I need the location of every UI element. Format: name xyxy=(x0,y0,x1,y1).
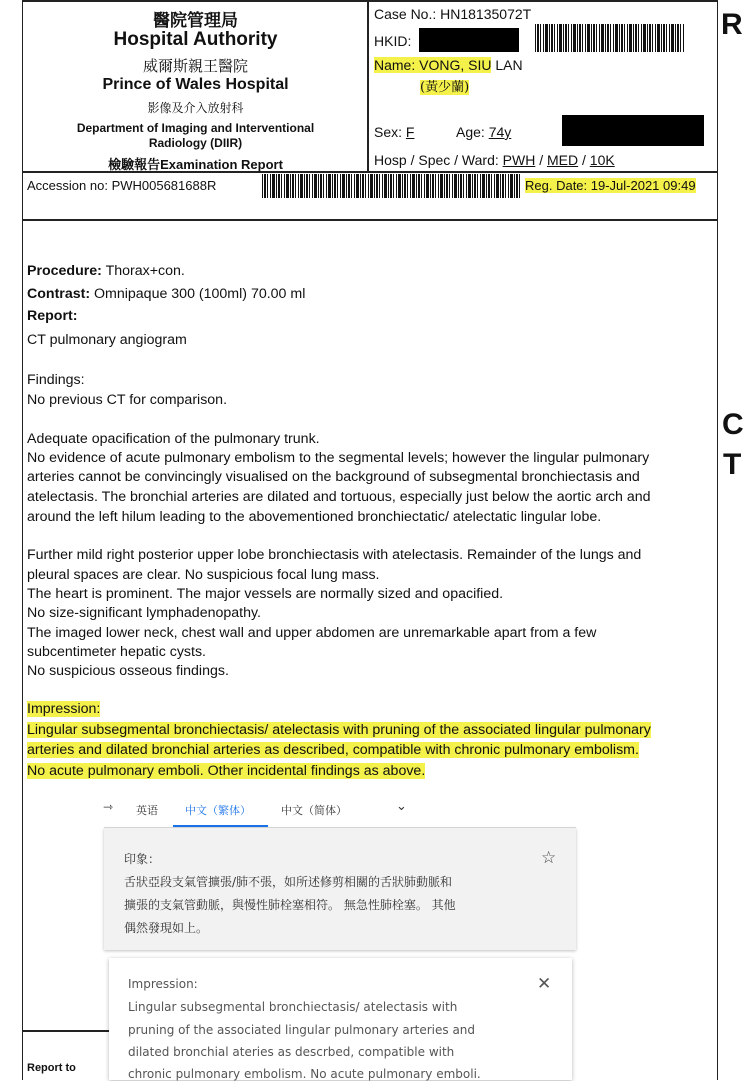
impression-l1-text: Lingular subsegmental bronchiectasis/ atelectasis with pruning of the associated lingular pulmonary xyxy=(27,722,651,738)
report-title xyxy=(24,154,367,173)
dept-english-line2: Radiology (DIIR) xyxy=(148,136,243,150)
footer-border xyxy=(22,1030,112,1032)
age-value: 74y xyxy=(488,124,512,140)
impression-l3-text: No acute pulmonary emboli. Other incidental findings as above. xyxy=(27,763,426,779)
findings-p2-l4: atelectasis. The bronchial arteries are dilated and tortuous, especially just below the aortic arch and xyxy=(27,489,651,505)
hkid-redaction xyxy=(419,28,519,52)
translate-tab-simplified[interactable]: 中文（简体） xyxy=(281,804,347,817)
accession-barcode xyxy=(262,174,520,198)
close-icon[interactable]: ✕ xyxy=(537,974,552,994)
result-line-1: 舌狀亞段支氣管擴張/肺不張，如所述修剪相關的舌狀肺動脈和 xyxy=(124,875,453,889)
contrast-value: Omnipaque 300 (100ml) 70.00 ml xyxy=(90,286,306,302)
sex-label: Sex: xyxy=(374,124,403,140)
id-redaction xyxy=(562,115,704,146)
result-label: 印象： xyxy=(124,852,161,866)
hospital-english: Prince of Wales Hospital xyxy=(102,76,289,93)
impression-label xyxy=(27,700,100,720)
result-line-2: 擴張的支氣管動脈，與慢性肺栓塞相符。 無急性肺栓塞。 其他 xyxy=(124,898,456,912)
name-highlighted xyxy=(374,57,491,73)
report-label: Report: xyxy=(27,308,78,324)
translate-tab-arrow: ⇾ xyxy=(103,800,114,814)
hosp-value: PWH xyxy=(502,152,536,168)
findings-p2-l3: arteries cannot be convincingly visualised on the background of subsegmental bronchiectasis and xyxy=(27,469,640,485)
patient-name xyxy=(374,57,523,73)
findings-p3-l2: pleural spaces are clear. No suspicious focal lung mass. xyxy=(27,567,380,583)
translate-tab-english[interactable]: 英语 xyxy=(136,804,158,817)
org-english: Hospital Authority xyxy=(113,29,278,50)
side-mark-c: C xyxy=(722,408,744,441)
findings-p3-l7: No suspicious osseous findings. xyxy=(27,663,229,679)
translation-source-card xyxy=(109,958,572,1080)
reg-date-text: Reg. Date: 19-Jul-2021 09:49 xyxy=(525,178,696,193)
reg-date xyxy=(525,178,696,193)
side-mark-r: R xyxy=(721,8,743,41)
hospital-chinese: 威爾斯親王醫院 xyxy=(142,57,248,75)
case-value: HN18135072T xyxy=(440,6,532,22)
dept-english-line1: Department of Imaging and Interventional xyxy=(76,121,315,135)
impression-l3 xyxy=(27,762,425,782)
name-label: Name: xyxy=(374,57,416,73)
findings-p1: No previous CT for comparison. xyxy=(27,392,228,408)
top-border xyxy=(22,0,717,2)
sex-value: F xyxy=(405,124,415,140)
spec-value: MED xyxy=(546,152,579,168)
hosp-label: Hosp / Spec / Ward: xyxy=(374,152,499,168)
procedure-label: Procedure: xyxy=(27,263,102,279)
impression-l2 xyxy=(27,741,639,761)
findings-p3-l4: No size-significant lymphadenopathy. xyxy=(27,605,261,621)
dept-chinese: 影像及介入放射科 xyxy=(147,101,244,115)
impression-l2-text: arteries and dilated bronchial arteries as described, compatible with chronic pulmonary embolism. xyxy=(27,742,639,758)
findings-label: Findings: xyxy=(27,372,85,388)
case-barcode xyxy=(535,24,685,52)
accession-value: PWH005681688R xyxy=(111,178,217,193)
name-value-rest: LAN xyxy=(491,57,523,73)
age-label: Age: xyxy=(456,124,485,140)
name-chinese-text: (黃少蘭) xyxy=(420,80,470,95)
findings-p2-l2: No evidence of acute pulmonary embolism to the segmental levels; however the lingular pulmonary xyxy=(27,450,650,466)
contrast-label: Contrast: xyxy=(27,286,91,302)
procedure-value: Thorax+con. xyxy=(101,263,185,279)
case-label: Case No.: xyxy=(374,6,437,22)
study-name: CT pulmonary angiogram xyxy=(27,332,187,348)
hosp-spec-ward: Hosp / Spec / Ward: PWH / MED / 10K xyxy=(374,152,615,168)
case-no xyxy=(374,6,531,22)
footer-report-to: Report to xyxy=(27,1062,76,1074)
report-title-english: Examination Report xyxy=(160,157,283,172)
ward-value: 10K xyxy=(589,152,615,168)
source-line-3: dilated bronchial ateries as descrbed, compatible with xyxy=(128,1045,455,1059)
impression-l1 xyxy=(27,721,651,741)
accession-label: Accession no: xyxy=(27,178,108,193)
star-outline-icon[interactable]: ☆ xyxy=(541,848,557,868)
name-chinese xyxy=(420,76,469,95)
procedure-line xyxy=(27,262,185,282)
findings-p3-l6: subcentimeter hepatic cysts. xyxy=(27,644,206,660)
impression-label-text: Impression: xyxy=(27,701,101,717)
source-line-2: pruning of the associated lingular pulmonary arteries and xyxy=(128,1023,476,1037)
findings-p3-l1: Further mild right posterior upper lobe bronchiectasis with atelectasis. Remainder of the lungs and xyxy=(27,547,642,563)
org-chinese: 醫院管理局 xyxy=(153,11,238,31)
accession-bottom-border xyxy=(22,219,717,221)
findings-p2-l5: around the left hilum leading to the abovementioned bronchiectatic/ atelectatic lingular lobe. xyxy=(27,509,602,525)
age-field xyxy=(456,124,511,140)
findings-p3-l5: The imaged lower neck, chest wall and upper abdomen are unremarkable apart from a few xyxy=(27,625,597,641)
hkid-label: HKID: xyxy=(374,33,412,49)
report-title-chinese: 檢驗報告 xyxy=(108,158,161,173)
findings-p3-l3: The heart is prominent. The major vessels are normally sized and opacified. xyxy=(27,586,504,602)
source-label: Impression: xyxy=(128,977,198,991)
header-divider xyxy=(367,0,369,172)
translation-result-card xyxy=(104,828,576,950)
name-value: VONG, SIU xyxy=(419,57,492,73)
source-line-4: chronic pulmonary embolism. No acute pulmonary emboli. xyxy=(128,1067,481,1081)
accession-no xyxy=(27,178,216,193)
chevron-down-icon[interactable]: ⌄ xyxy=(396,799,407,814)
contrast-line xyxy=(27,285,305,305)
source-line-1: Lingular subsegmental bronchiectasis/ atelectasis with xyxy=(128,1000,458,1014)
side-mark-t: T xyxy=(723,448,742,481)
result-line-3: 偶然發現如上。 xyxy=(124,921,209,935)
translate-tab-traditional[interactable]: 中文（繁体） xyxy=(185,804,251,817)
sex-field xyxy=(374,124,414,140)
findings-p2-l1: Adequate opacification of the pulmonary trunk. xyxy=(27,431,320,447)
